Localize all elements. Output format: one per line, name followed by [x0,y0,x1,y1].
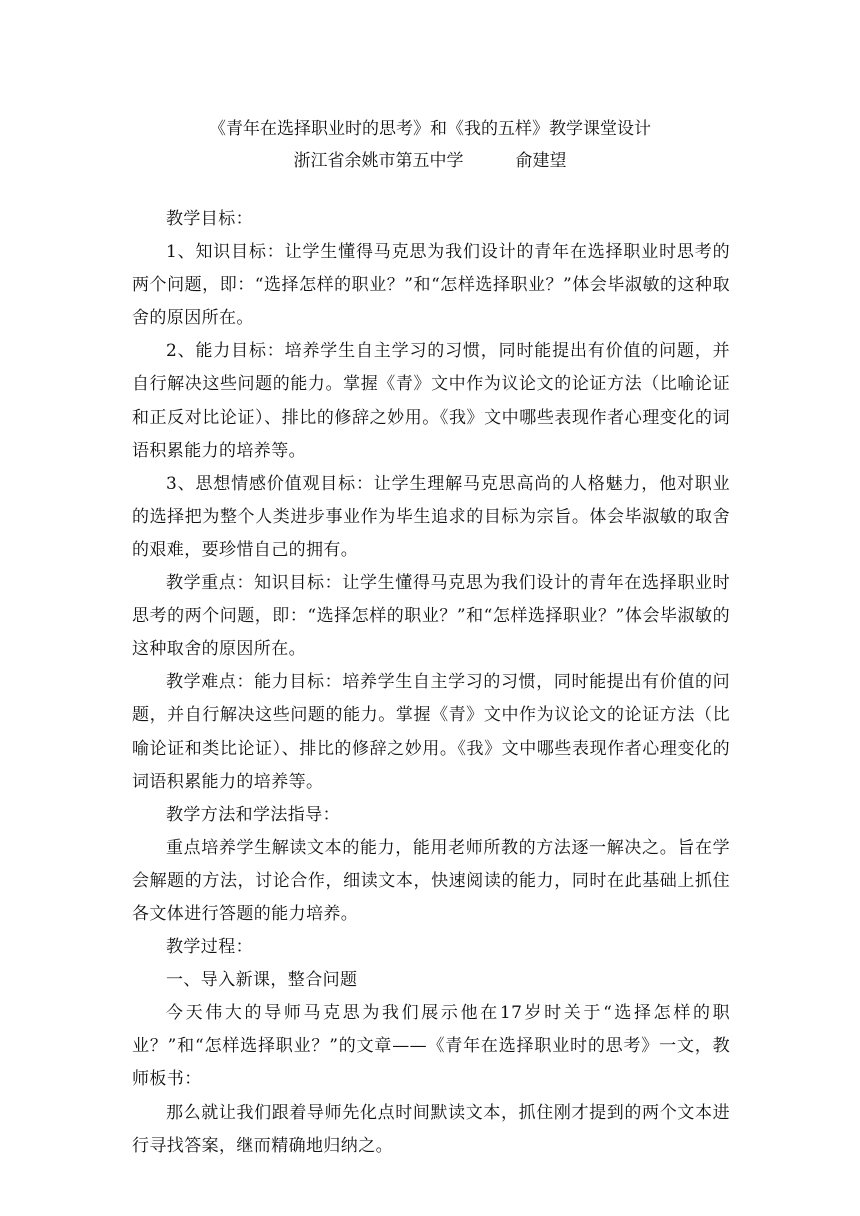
paragraph-methods: 重点培养学生解读文本的能力，能用老师所教的方法逐一解决之。旨在学会解题的方法，讨论合作，细读文本，快速阅读的能力，同时在此基础上抓住各文体进行答题的能力培养。 [132,837,730,924]
section-heading-methods: 教学方法和学法指导： [166,804,340,825]
section-heading-process: 教学过程： [166,937,253,958]
subheading-introduction: 一、导入新课，整合问题 [166,970,358,991]
school-name: 浙江省余姚市第五中学 [293,151,464,171]
document-body [132,203,730,1163]
author-line [0,145,860,177]
paragraph-knowledge-objective: 1、知识目标：让学生懂得马克思为我们设计的青年在选择职业时思考的两个问题，即：“选择怎样的职业？”和“怎样选择职业？”体会毕淑敏的这种取舍的原因所在。 [132,242,730,329]
paragraph-ability-objective: 2、能力目标：培养学生自主学习的习惯，同时能提出有价值的问题，并自行解决这些问题的能力。掌握《青》文中作为议论文的论证方法（比喻论证和正反对比论证）、排比的修辞之妙用。《我》文中哪些表现作者心理变化的词语积累能力的培养等。 [132,341,730,461]
author-name: 俞建望 [515,151,567,171]
paragraph-key-points: 教学重点：知识目标：让学生懂得马克思为我们设计的青年在选择职业时思考的两个问题，即：“选择怎样的职业？”和“怎样选择职业？”体会毕淑敏的这种取舍的原因所在。 [132,573,730,660]
title-block [0,113,860,177]
paragraph-difficult-points: 教学难点：能力目标：培养学生自主学习的习惯，同时能提出有价值的问题，并自行解决这些问题的能力。掌握《青》文中作为议论文的论证方法（比喻论证和类比论证）、排比的修辞之妙用。《我》文中哪些表现作者心理变化的词语积累能力的培养等。 [132,672,730,792]
paragraph-values-objective: 3、思想情感价值观目标：让学生理解马克思高尚的人格魅力，他对职业的选择把为整个人类进步事业作为毕生追求的目标为宗旨。体会毕淑敏的取舍的艰难，要珍惜自己的拥有。 [132,473,730,560]
section-heading-objectives: 教学目标： [166,209,253,229]
paragraph-reading-task: 那么就让我们跟着导师先化点时间默读文本，抓住刚才提到的两个文本进行寻找答案，继而精确地归纳之。 [132,1102,730,1156]
paragraph-introduction: 今天伟大的导师马克思为我们展示他在17岁时关于“选择怎样的职业？”和“怎样选择职业？”的文章——《青年在选择职业时的思考》一文，教师板书： [132,1003,730,1090]
document-title: 《青年在选择职业时的思考》和《我的五样》教学课堂设计 [209,119,651,139]
